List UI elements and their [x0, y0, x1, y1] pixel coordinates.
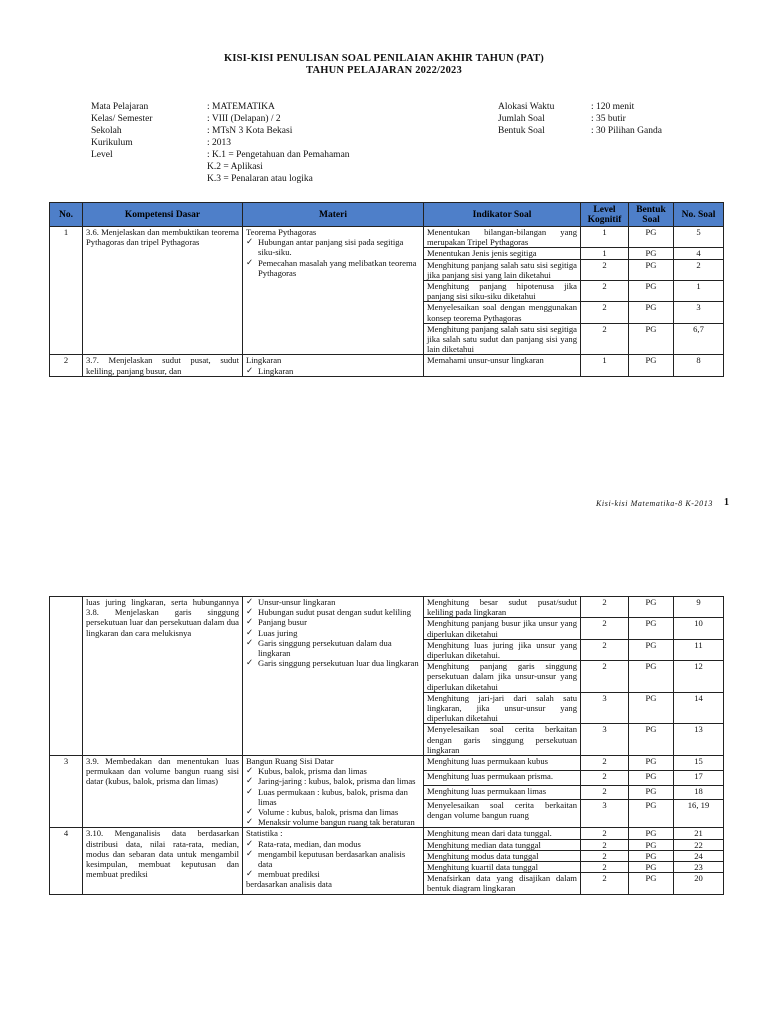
- table-header-row: [50, 203, 724, 227]
- cell-level: 2: [581, 259, 629, 280]
- meta-left-labels: [91, 101, 152, 185]
- header-bentuk-soal: Bentuk Soal: [629, 203, 674, 227]
- cell-level: 1: [581, 248, 629, 259]
- cell-bentuk: PG: [629, 785, 674, 800]
- cell-no-soal: 23: [674, 862, 724, 873]
- materi-title: Bangun Ruang Sisi Datar: [246, 756, 334, 767]
- kisi-kisi-table-page-2: [49, 596, 724, 895]
- cell-indikator: Memahami unsur-unsur lingkaran: [424, 355, 581, 376]
- cell-indikator: Menghitung panjang hipotenusa jika panjang sisi siku-siku diketahui: [424, 281, 581, 302]
- cell-no-soal: 20: [674, 873, 724, 894]
- meta-left-value-2: : MTsN 3 Kota Bekasi: [207, 126, 293, 136]
- meta-left-value-5: K.2 = Aplikasi: [207, 162, 263, 172]
- table-row: [50, 597, 724, 618]
- meta-left-label-5: [91, 161, 152, 173]
- meta-right-label-0: Alokasi Waktu: [498, 102, 555, 112]
- cell-no: 1: [50, 227, 83, 355]
- page-2: [0, 586, 768, 1024]
- table-row: [50, 355, 724, 376]
- cell-indikator: Menentukan bilangan-bilangan yang merupakan Tripel Pythagoras: [424, 227, 581, 248]
- cell-level: 2: [581, 281, 629, 302]
- meta-left-value-6: K.3 = Penalaran atau logika: [207, 174, 313, 184]
- cell-no-soal: 1: [674, 281, 724, 302]
- check-icon: ✓: [246, 607, 254, 618]
- check-icon: ✓: [246, 786, 254, 797]
- cell-no-soal: 10: [674, 618, 724, 639]
- materi-item: ✓ Luas juring: [246, 627, 298, 638]
- meta-left-values: [207, 101, 350, 185]
- cell-bentuk: PG: [629, 661, 674, 693]
- cell-no-soal: 8: [674, 355, 724, 376]
- materi-item: ✓ Rata-rata, median, dan modus: [246, 838, 361, 849]
- cell-indikator: Menghitung panjang salah satu sisi segitiga jika salah satu sudut dan panjang sisi yang lain diketahui: [424, 323, 581, 355]
- cell-kompetensi-dasar: luas juring lingkaran, serta hubungannya 3.8. Menjelaskan garis singgung persekutuan luar dan persekutuan dalam dua lingkaran dan cara melukisnya: [83, 597, 243, 756]
- check-icon: ✓: [246, 869, 254, 880]
- meta-left-value-0: : MATEMATIKA: [207, 102, 275, 112]
- check-icon: ✓: [246, 766, 254, 777]
- cell-bentuk: PG: [629, 692, 674, 724]
- cell-level: 2: [581, 302, 629, 323]
- meta-left-label-1: Kelas/ Semester: [91, 114, 153, 124]
- cell-no: 4: [50, 828, 83, 894]
- cell-no: 2: [50, 355, 83, 376]
- check-icon: ✓: [246, 237, 254, 248]
- materi-title: Statistika :: [246, 828, 283, 839]
- materi-title: Teorema Pythagoras: [246, 227, 317, 237]
- cell-no-soal: 14: [674, 692, 724, 724]
- cell-bentuk: PG: [629, 355, 674, 376]
- cell-bentuk: PG: [629, 597, 674, 618]
- kisi-kisi-table-page-1: [49, 202, 724, 377]
- cell-no-soal: 16, 19: [674, 800, 724, 828]
- check-icon: ✓: [246, 617, 254, 628]
- materi-item: ✓ Panjang busur: [246, 617, 307, 628]
- cell-level: 2: [581, 828, 629, 839]
- cell-bentuk: PG: [629, 618, 674, 639]
- cell-bentuk: PG: [629, 800, 674, 828]
- cell-level: 2: [581, 756, 629, 771]
- cell-materi: [243, 355, 424, 376]
- header-kompetensi-dasar: Kompetensi Dasar: [83, 203, 243, 227]
- cell-level: 2: [581, 862, 629, 873]
- check-icon: ✓: [246, 257, 254, 268]
- materi-item: ✓ Volume : kubus, balok, prisma dan limas: [246, 807, 399, 818]
- cell-bentuk: PG: [629, 756, 674, 771]
- cell-level: 3: [581, 724, 629, 756]
- check-icon: ✓: [246, 817, 254, 828]
- cell-level: 2: [581, 639, 629, 660]
- meta-right-value-2: : 30 Pilihan Ganda: [591, 126, 662, 136]
- cell-bentuk: PG: [629, 828, 674, 839]
- cell-no-soal: 2: [674, 259, 724, 280]
- cell-no-soal: 22: [674, 839, 724, 850]
- cell-kompetensi-dasar: 3.9. Membedakan dan menentukan luas permukaan dan volume bangun ruang sisi datar (kubus, balok, prisma dan limas): [83, 756, 243, 828]
- cell-indikator: Menghitung modus data tunggal: [424, 850, 581, 861]
- header-materi: Materi: [243, 203, 424, 227]
- check-icon: ✓: [246, 365, 254, 376]
- cell-indikator: Menghitung luas juring jika unsur yang diperlukan diketahui.: [424, 639, 581, 660]
- cell-indikator: Menghitung besar sudut pusat/sudut keliling pada lingkaran: [424, 597, 581, 618]
- cell-indikator: Menghitung luas permukaan kubus: [424, 756, 581, 771]
- cell-level: 2: [581, 323, 629, 355]
- check-icon: ✓: [246, 637, 254, 648]
- materi-item: ✓ Pemecahan masalah yang melibatkan teorema Pythagoras: [246, 257, 417, 278]
- cell-bentuk: PG: [629, 323, 674, 355]
- cell-kompetensi-dasar: 3.10. Menganalisis data berdasarkan distribusi data, nilai rata-rata, median, modus dan sebaran data untuk mengambil kesimpulan, membuat keputusan dan membuat prediksi: [83, 828, 243, 894]
- footer-text: Kisi-kisi Matematika-8 K-2013: [596, 499, 713, 508]
- cell-indikator: Menghitung panjang busur jika unsur yang diperlukan diketahui: [424, 618, 581, 639]
- check-icon: ✓: [246, 776, 254, 787]
- materi-item: ✓ Kubus, balok, prisma dan limas: [246, 766, 367, 777]
- cell-bentuk: PG: [629, 862, 674, 873]
- header-no: No.: [50, 203, 83, 227]
- table-row: [50, 756, 724, 771]
- meta-left-label-0: Mata Pelajaran: [91, 102, 149, 112]
- header-level-kognitif: Level Kognitif: [581, 203, 629, 227]
- cell-no: 3: [50, 756, 83, 828]
- meta-right-label-2: Bentuk Soal: [498, 126, 545, 136]
- cell-no-soal: 21: [674, 828, 724, 839]
- cell-no: [50, 597, 83, 756]
- cell-indikator: Menyelesaikan soal dengan menggunakan konsep teorema Pythagoras: [424, 302, 581, 323]
- cell-no-soal: 3: [674, 302, 724, 323]
- materi-tail: berdasarkan analisis data: [246, 879, 332, 890]
- cell-indikator: Menghitung luas permukaan prisma.: [424, 770, 581, 785]
- document-subtitle: TAHUN PELAJARAN 2022/2023: [306, 65, 462, 76]
- cell-no-soal: 15: [674, 756, 724, 771]
- meta-left-value-3: : 2013: [207, 138, 232, 148]
- cell-no-soal: 24: [674, 850, 724, 861]
- cell-indikator: Menghitung panjang salah satu sisi segitiga jika panjang sisi yang lain diketahui: [424, 259, 581, 280]
- meta-right-label-1: Jumlah Soal: [498, 114, 545, 124]
- cell-level: 2: [581, 873, 629, 894]
- cell-bentuk: PG: [629, 302, 674, 323]
- cell-no-soal: 4: [674, 248, 724, 259]
- cell-materi: [243, 828, 424, 894]
- cell-materi: [243, 597, 424, 756]
- materi-item: ✓ Unsur-unsur lingkaran: [246, 597, 336, 607]
- materi-item: ✓ Menaksir volume bangun ruang tak beraturan: [246, 817, 415, 828]
- cell-indikator: Menyelesaikan soal cerita berkaitan dengan volume bangun ruang: [424, 800, 581, 828]
- cell-indikator: Menghitung panjang garis singgung persekutuan dalam jika unsur-unsur yang diperlukan diketahui: [424, 661, 581, 693]
- cell-indikator: Menghitung jari-jari dari salah satu lingkaran, jika unsur-unsur yang diperlukan diketahui: [424, 692, 581, 724]
- check-icon: ✓: [246, 658, 254, 669]
- cell-indikator: Menafsirkan data yang disajikan dalam bentuk diagram lingkaran: [424, 873, 581, 894]
- cell-no-soal: 11: [674, 639, 724, 660]
- table-row: [50, 828, 724, 839]
- meta-left-label-3: Kurikulum: [91, 138, 133, 148]
- cell-level: 2: [581, 850, 629, 861]
- cell-level: 1: [581, 227, 629, 248]
- cell-indikator: Menghitung kuartil data tunggal: [424, 862, 581, 873]
- cell-bentuk: PG: [629, 770, 674, 785]
- meta-left-value-4: : K.1 = Pengetahuan dan Pemahaman: [207, 150, 350, 160]
- materi-title: Lingkaran: [246, 355, 282, 366]
- meta-left-label-4: Level: [91, 150, 113, 160]
- meta-left-label-2: Sekolah: [91, 126, 122, 136]
- cell-level: 2: [581, 597, 629, 618]
- cell-materi: [243, 227, 424, 355]
- cell-no-soal: 18: [674, 785, 724, 800]
- check-icon: ✓: [246, 838, 254, 849]
- cell-no-soal: 9: [674, 597, 724, 618]
- cell-indikator: Menentukan Jenis jenis segitiga: [424, 248, 581, 259]
- meta-right-value-0: : 120 menit: [591, 102, 635, 112]
- cell-materi: [243, 756, 424, 828]
- cell-no-soal: 13: [674, 724, 724, 756]
- check-icon: ✓: [246, 597, 254, 607]
- cell-bentuk: PG: [629, 850, 674, 861]
- check-icon: ✓: [246, 807, 254, 818]
- cell-bentuk: PG: [629, 227, 674, 248]
- cell-level: 3: [581, 800, 629, 828]
- materi-item: ✓ Garis singgung persekutuan luar dua lingkaran: [246, 658, 419, 669]
- cell-level: 2: [581, 770, 629, 785]
- cell-level: 2: [581, 785, 629, 800]
- cell-level: 2: [581, 839, 629, 850]
- cell-level: 3: [581, 692, 629, 724]
- cell-bentuk: PG: [629, 259, 674, 280]
- cell-kompetensi-dasar: 3.7. Menjelaskan sudut pusat, sudut keliling, panjang busur, dan: [83, 355, 243, 376]
- meta-left-label-6: [91, 173, 152, 185]
- header-no-soal: No. Soal: [674, 203, 724, 227]
- materi-item: ✓ Lingkaran: [246, 365, 294, 376]
- meta-right-labels: [498, 101, 554, 137]
- cell-level: 1: [581, 355, 629, 376]
- meta-right-value-1: : 35 butir: [591, 114, 626, 124]
- cell-indikator: Menyelesaikan soal cerita berkaitan dengan garis singgung persekutuan lingkaran: [424, 724, 581, 756]
- materi-item: ✓ membuat prediksi: [246, 869, 320, 880]
- cell-bentuk: PG: [629, 639, 674, 660]
- cell-indikator: Menghitung luas permukaan limas: [424, 785, 581, 800]
- check-icon: ✓: [246, 848, 254, 859]
- cell-indikator: Menghitung median data tunggal: [424, 839, 581, 850]
- document-title: KISI-KISI PENULISAN SOAL PENILAIAN AKHIR TAHUN (PAT): [223, 53, 544, 64]
- page-separator: [0, 520, 768, 586]
- page-number: 1: [724, 497, 729, 508]
- cell-level: 2: [581, 661, 629, 693]
- meta-right-values: [591, 101, 662, 137]
- header-indikator-soal: Indikator Soal: [424, 203, 581, 227]
- cell-bentuk: PG: [629, 873, 674, 894]
- cell-indikator: Menghitung mean dari data tunggal.: [424, 828, 581, 839]
- materi-item: ✓ Garis singgung persekutuan dalam dua lingkaran: [246, 637, 392, 659]
- materi-item: ✓ Luas permukaan : kubus, balok, prisma dan limas: [246, 786, 408, 807]
- cell-no-soal: 6,7: [674, 323, 724, 355]
- cell-no-soal: 12: [674, 661, 724, 693]
- cell-bentuk: PG: [629, 248, 674, 259]
- meta-left-value-1: : VIII (Delapan) / 2: [207, 114, 281, 124]
- cell-kompetensi-dasar: 3.6. Menjelaskan dan membuktikan teorema Pythagoras dan tripel Pythagoras: [83, 227, 243, 355]
- cell-no-soal: 5: [674, 227, 724, 248]
- cell-bentuk: PG: [629, 724, 674, 756]
- materi-item: ✓ Hubungan antar panjang sisi pada segitiga siku-siku.: [246, 237, 404, 258]
- table-row: [50, 227, 724, 248]
- cell-bentuk: PG: [629, 839, 674, 850]
- materi-item: ✓ mengambil keputusan berdasarkan analisis data: [246, 848, 406, 870]
- cell-level: 2: [581, 618, 629, 639]
- materi-item: ✓ Jaring-jaring : kubus, balok, prisma dan limas: [246, 776, 416, 787]
- cell-no-soal: 17: [674, 770, 724, 785]
- check-icon: ✓: [246, 627, 254, 638]
- cell-bentuk: PG: [629, 281, 674, 302]
- materi-item: ✓ Hubungan sudut pusat dengan sudut keliling: [246, 607, 412, 618]
